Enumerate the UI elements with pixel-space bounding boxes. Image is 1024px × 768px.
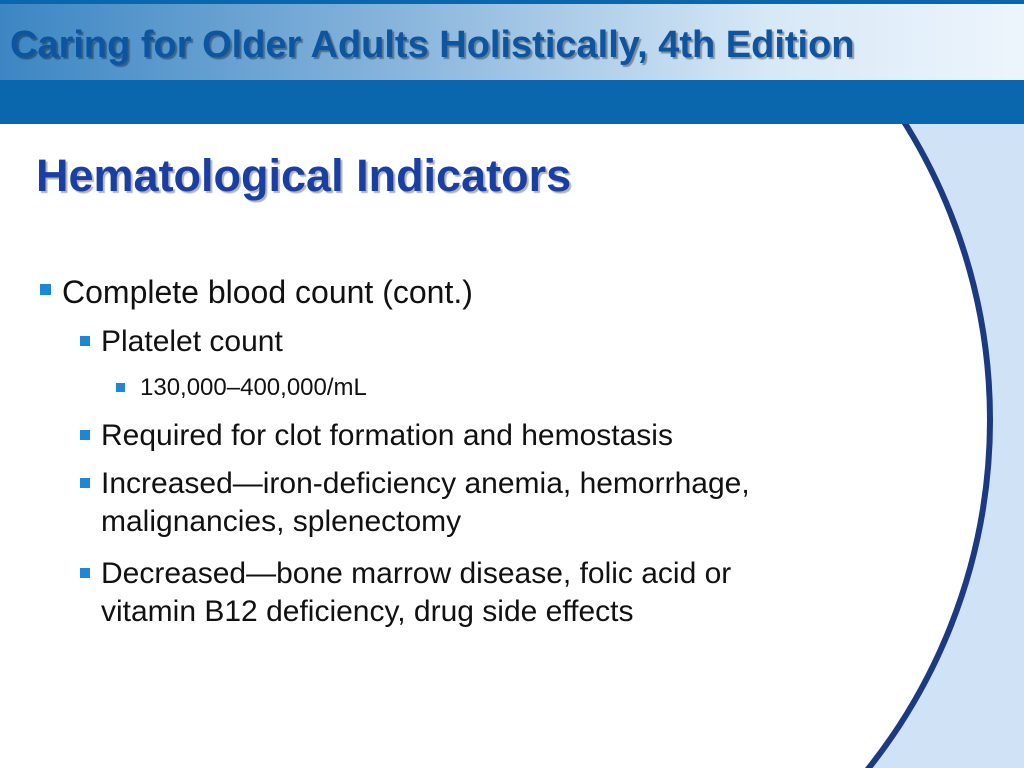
bullet-decreased [101, 555, 731, 631]
square-bullet-icon [116, 383, 125, 392]
bullet-text: Complete blood count (cont.) [62, 274, 473, 310]
square-bullet-icon [40, 284, 51, 295]
bullet-text-line: malignancies, splenectomy [101, 505, 462, 538]
slide-title: Hematological Indicators [36, 150, 572, 201]
square-bullet-icon [80, 568, 90, 578]
square-bullet-icon [80, 478, 90, 488]
square-bullet-icon [80, 430, 90, 440]
bullet-complete-blood-count [62, 273, 473, 311]
square-bullet-icon [80, 336, 90, 346]
bullet-platelet-range [140, 369, 367, 407]
bullet-platelet-count [101, 323, 283, 361]
bullet-increased [101, 465, 750, 541]
bullet-text: Required for clot formation and hemostasis [101, 419, 673, 452]
bullet-text: 130,000–400,000/mL [140, 374, 367, 401]
book-title: Caring for Older Adults Holistically, 4th Edition [10, 24, 855, 66]
bullet-text-line: Decreased—bone marrow disease, folic acid or [101, 557, 732, 590]
bullet-text-line: Increased—iron-deficiency anemia, hemorrhage, [101, 467, 750, 500]
bullet-text: Platelet count [101, 325, 283, 358]
bullet-clot-formation [101, 417, 673, 455]
bullet-text-line: vitamin B12 deficiency, drug side effects [101, 595, 634, 628]
